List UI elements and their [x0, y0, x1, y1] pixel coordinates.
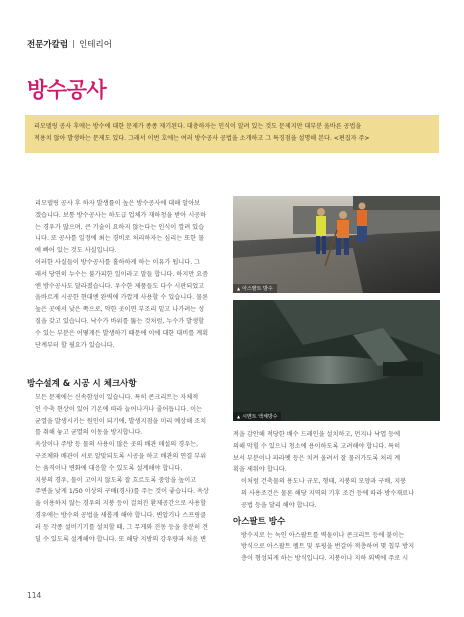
caption-marker-icon: ▲	[237, 286, 241, 291]
paragraph	[233, 429, 440, 476]
text-line: 올바르게 시공한 현대엔 완벽에 가깝게 사용할 수 있습니다. 물론	[35, 294, 209, 302]
text-line: 러 등 각종 설비기기를 설치할 때, 그 무게와 진동 등을 충분히 견	[35, 523, 209, 531]
paragraph	[233, 476, 440, 511]
paragraph	[27, 198, 223, 257]
left-column	[27, 198, 223, 351]
text-line: 을 이용하지 않는 경우의 지붕 등이 걸쳐진 환제공간으로 사용할	[35, 500, 207, 508]
text-line: 를 취해 놓고 균열의 이동을 방지합니다.	[35, 429, 143, 437]
caption-marker-icon: ▲	[237, 414, 241, 419]
text-line: 수 있는 부분은 어떻게든 발생하기 때문에 이에 대한 대비를 계획	[35, 329, 209, 337]
paragraph	[27, 475, 223, 546]
text-line: 공법 등을 달리 해야 합니다.	[241, 501, 317, 509]
text-line: 딜 수 있도록 설계해야 합니다. 또 해당 지방의 강우량과 처음 변	[35, 535, 207, 543]
text-line: 주변을 낮게 1/50 이상의 구배(경사)를 주는 것이 좋습니다. 옥상	[35, 488, 209, 496]
text-line: 획을 세워야 합니다.	[233, 466, 287, 474]
text-line: 모든 문제에는 신속함성이 있습니다. 특히 콘크리트는 자체적	[35, 394, 199, 401]
page-number: 114	[27, 591, 42, 600]
left-column-lower	[27, 378, 223, 545]
cement-waterproofing-photo	[233, 300, 440, 421]
workers-illustration	[233, 196, 440, 293]
paragraph	[27, 439, 223, 474]
text-line: 경우에는 방수의 공법을 새롭게 해야 합니다. 변압기나 스프링클	[35, 511, 207, 519]
article-title: 방수공사	[27, 78, 107, 102]
paragraph	[233, 530, 440, 565]
caption-text: 아스팔트 방수	[242, 286, 273, 292]
intro-line: 리모델링 공사 후에는 방수에 대한 문제가 종종 제기된다. 대충하자는 인식이 알려 있는 것도 문제지만 대부분 올바른 공법을	[34, 123, 362, 130]
text-line: 지붕의 경우, 물이 고이지 않도록 잘 흐르도록 중앙을 높이고	[35, 476, 197, 484]
caption-text: 시멘트 액체방수	[242, 414, 278, 420]
section-heading: 아스팔트 방수	[233, 516, 286, 527]
text-line: 의해 막힐 수 있으니 청소에 용이하도록 고려해야 합니다. 특히	[233, 442, 401, 450]
text-line: 보서 부분이나 파라펫 등은 치켜 올려서 잘 물러가도록 처리 계	[233, 454, 401, 462]
asphalt-waterproofing-photo	[233, 196, 440, 293]
text-line: 에 빠어 있는 것도 사실입니다.	[35, 247, 117, 255]
column-header	[27, 38, 112, 50]
text-line: 구조체와 배관이 서로 알맞되도록 시공을 하고 배관의 연결 부위	[35, 452, 207, 460]
text-line: 이처럼 건축물의 용도나 규모, 형태, 지붕의 모양과 구배, 지붕	[241, 478, 407, 486]
cement-surface-illustration	[233, 300, 440, 421]
text-line: 균열을 발생시키는 원인이 되기에, 발생지점을 미리 예상해 조치	[35, 417, 207, 425]
text-line: 높은 곳에서 낮은 쪽으로, 약한 곳이면 부조리 밑고 나가려는 성	[35, 306, 205, 314]
text-line: 니다. 또 공사를 일정에 최는 경비로 처리하자는 심리는 또한 물	[35, 235, 205, 243]
paragraph	[27, 257, 223, 351]
text-line: 질을 갖고 있습니다. 낙수가 바위를 뚫는 것처럼, 누수가 발생할	[35, 317, 205, 325]
text-line: 겠습니다. 보통 방수공사는 하도급 업체가 재하청을 받아 시공하	[35, 211, 207, 219]
text-line: 적을 감안해 적당한 배수 드레인을 설치하고, 먼지나 낙엽 등에	[233, 431, 401, 438]
text-line: 방식으로 아스팔트 펠트 및 루핑을 번갈아 적층하여 몇 칩부 방지	[241, 543, 415, 551]
intro-line: 적용치 않아 발생하는 문제도 있다. 그래서 이번 호에는 여러 방수공사 공법을 소개하고 그 특징점을 설명해 본다. <편집자 주>	[34, 135, 370, 142]
header-divider	[73, 40, 74, 48]
text-line: 방수지로 는 녹인 아스팔트를 벽돌이나 콘크리트 등에 붙이는	[241, 531, 405, 539]
text-line: 옥상이나 주방 등 물의 사용이 많은 곳의 배관 매설의 경우는,	[35, 441, 199, 449]
text-line: 래서 당연히 누수는 불가피한 일이라고 말들 합니다. 하지만 요즘	[35, 270, 209, 278]
category-label: 인테리어	[79, 40, 112, 50]
section-label: 전문가칼럼	[27, 40, 69, 50]
intro-box	[25, 115, 439, 153]
text-line: 엔 방수공사도 달라졌습니다. 우수한 제품들도 다수 시판되었고	[35, 282, 205, 290]
text-line: 층이 형성되게 하는 방식입니다. 지붕이나 지하 외벽에 주로 시	[241, 555, 409, 563]
text-line: 는 경우가 많으며, 큰 기술이 요하지 않는다는 인식이 깔려 있습	[35, 223, 205, 231]
text-line: 의 사용조건은 물론 해당 지역의 기후 조건 등에 따라 방수재료나	[241, 489, 415, 497]
text-line: 이러한 사실들이 방수공사를 홀하하게 하는 이유가 됩니다. 그	[35, 258, 201, 266]
text-line: 는 움직이나 변화에 대응할 수 있도록 설계해야 합니다.	[35, 464, 183, 472]
text-line: 인 수축 현상이 있어 기온에 따라 늘어나거나 줄어듭니다. 이는	[35, 405, 203, 413]
section-heading: 방수설계 & 시공 시 체크사항	[27, 379, 137, 389]
photo-caption	[233, 412, 281, 421]
text-line: 단계부터 할 필요가 있습니다.	[35, 341, 115, 349]
text-line: 리모델링 공사 후 하자 발생률이 높은 방수공사에 대해 알아보	[35, 200, 201, 207]
right-column	[233, 429, 440, 565]
photo-caption	[233, 284, 277, 293]
paragraph	[27, 392, 223, 439]
